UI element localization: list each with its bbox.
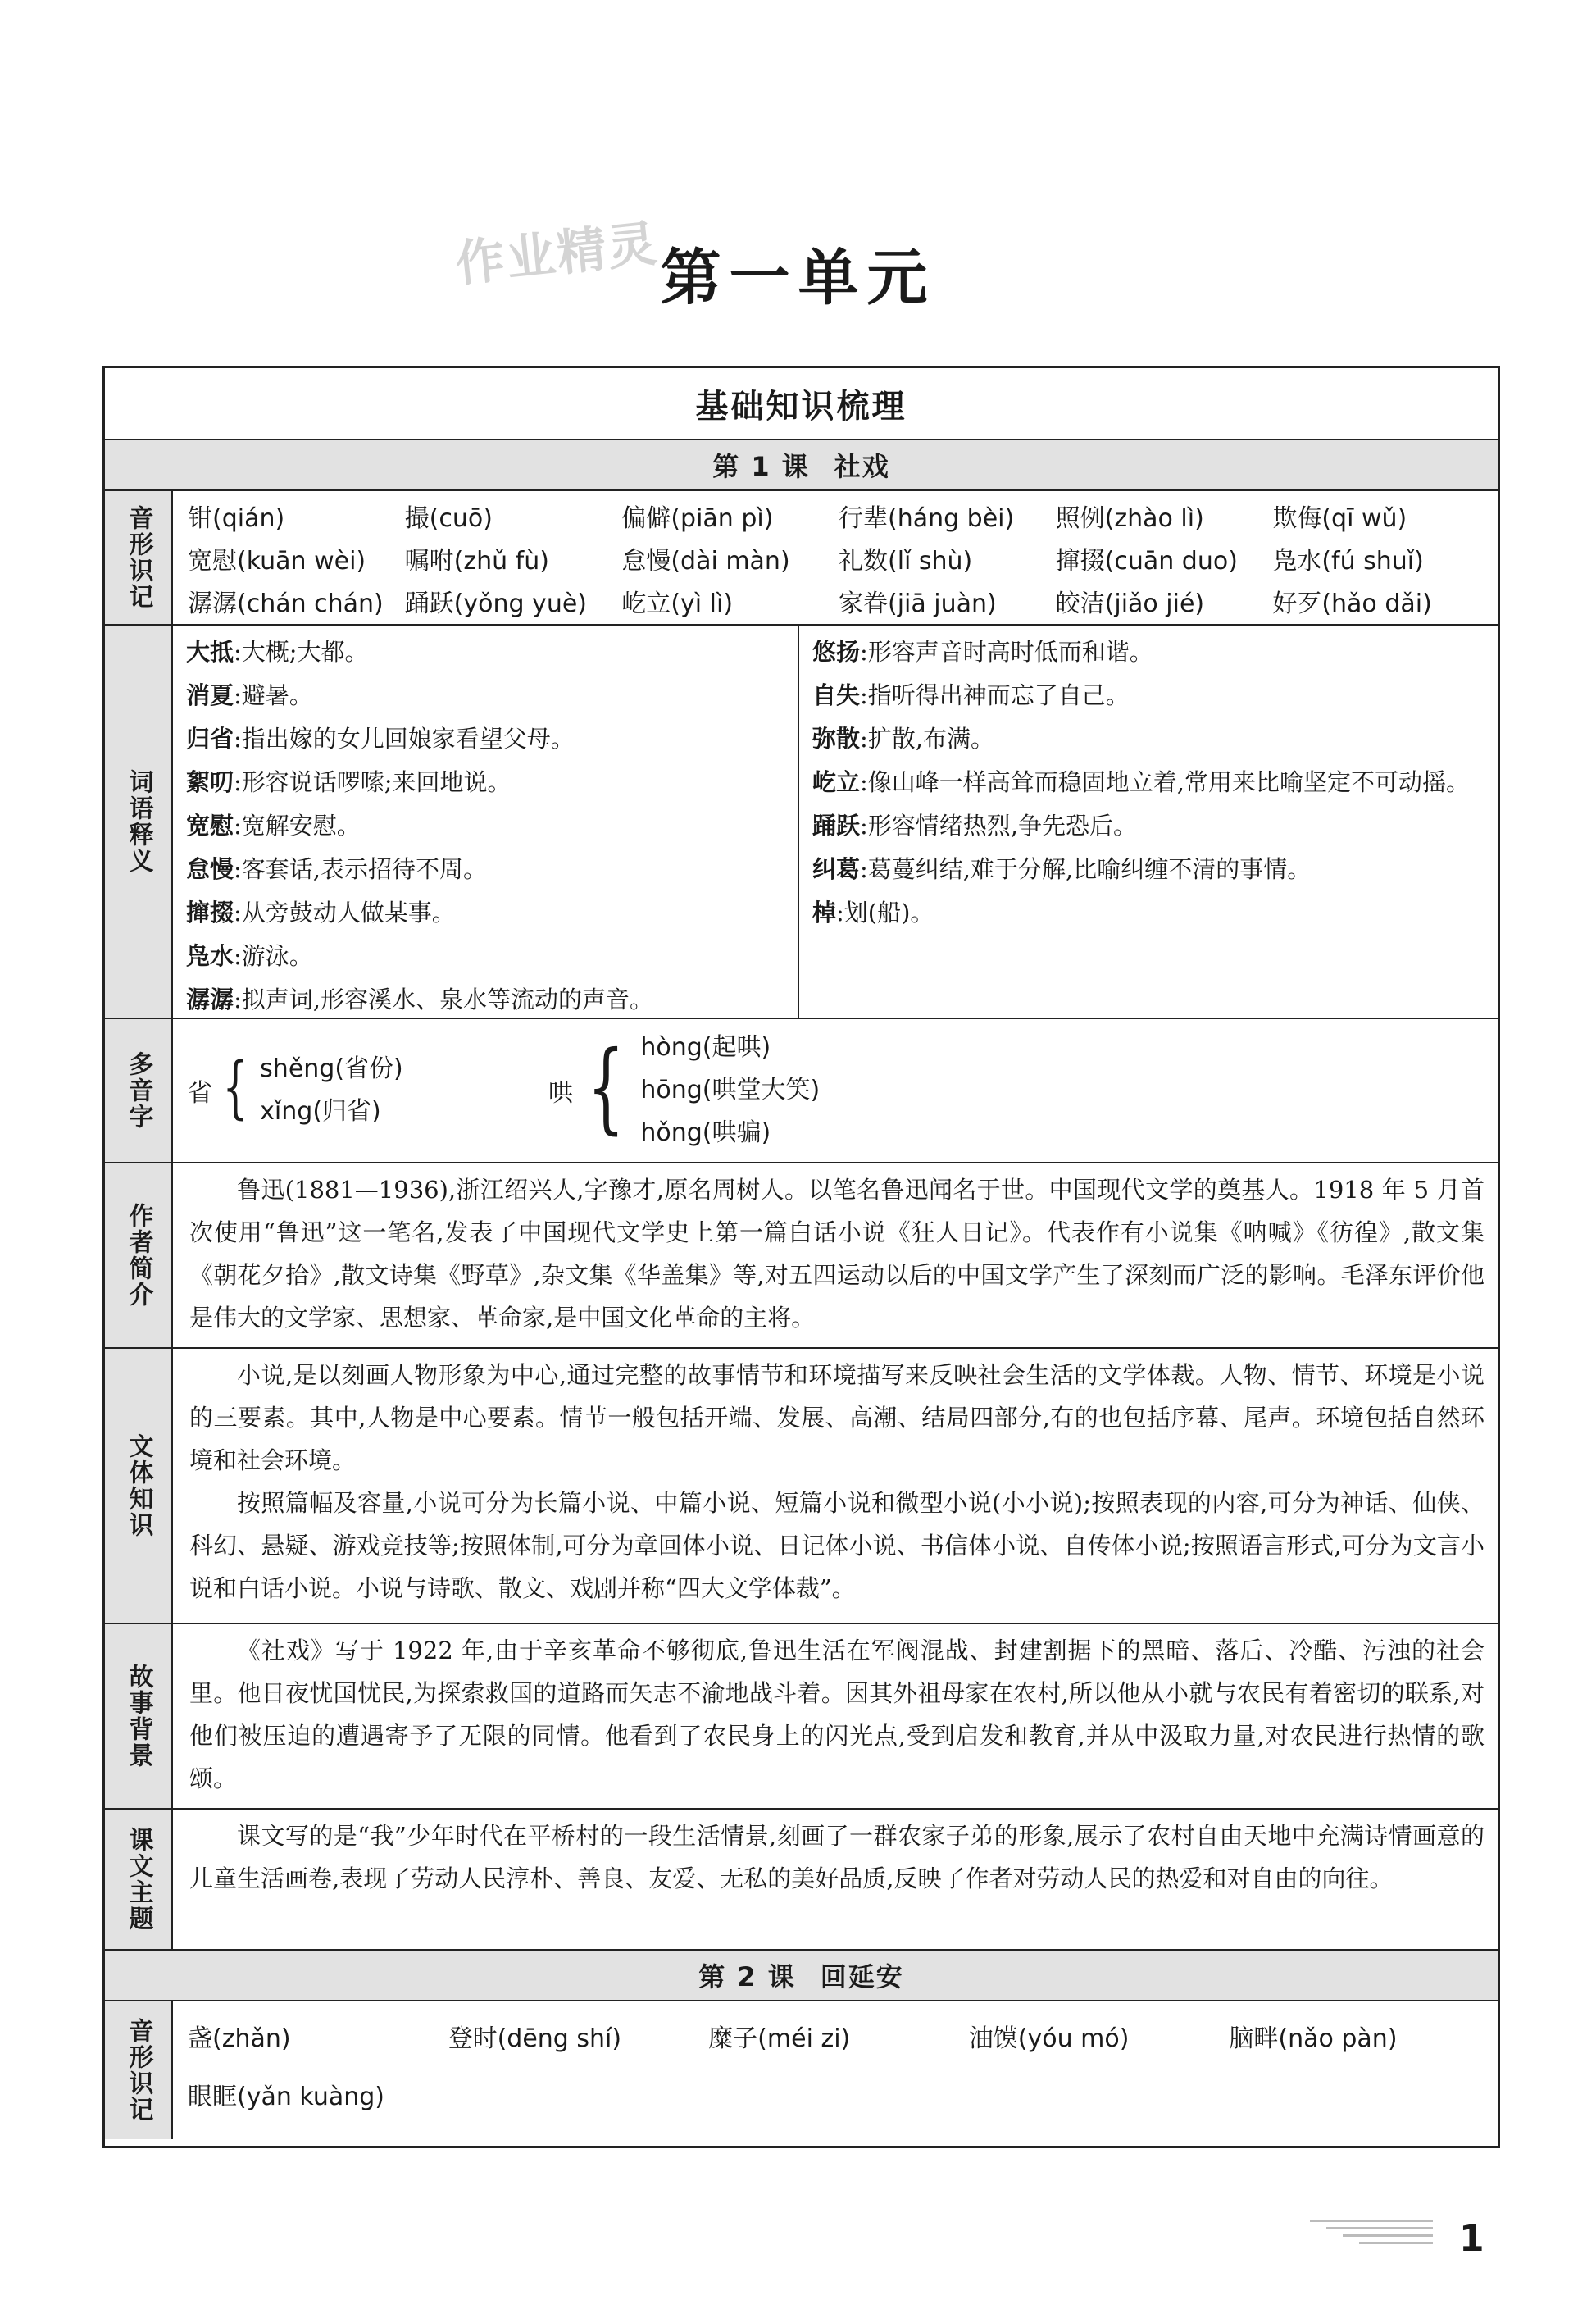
vocab-definition: :客套话,表示招待不周。 — [234, 855, 488, 883]
pinyin-grid — [173, 2001, 1498, 2139]
page-number: 1 — [1459, 2218, 1485, 2260]
row-label: 多音字 — [105, 1019, 173, 1162]
lesson-2-name: 回延安 — [820, 1961, 904, 1992]
vocab-term: 消夏 — [186, 681, 234, 709]
unit-title: 第一单元 — [660, 243, 936, 313]
polyphone-reading: shěng(省份) — [260, 1054, 403, 1083]
vocab-entry — [186, 631, 789, 674]
vocab-right-column — [799, 626, 1498, 1018]
vocab-definition: :游泳。 — [234, 942, 313, 970]
page-decoration — [1310, 2220, 1433, 2256]
vocab-entry — [812, 761, 1489, 804]
lesson-1-author-row — [105, 1163, 1498, 1349]
vocab-term: 凫水 — [186, 942, 234, 970]
polyphone-reading: hòng(起哄) — [640, 1033, 771, 1062]
vocab-entry — [186, 935, 789, 978]
vocab-entry — [186, 717, 789, 761]
vocab-definition: :葛蔓纠结,难于分解,比喻纠缠不清的事情。 — [860, 855, 1312, 883]
polyphone-group-2 — [548, 1027, 820, 1154]
row-label: 课文主题 — [105, 1810, 173, 1949]
polyphone-reading: xǐng(归省) — [260, 1097, 381, 1126]
pinyin-item: 钳(qián) — [188, 504, 285, 533]
pinyin-item: 怠慢(dài màn) — [621, 547, 790, 576]
section-title: 基础知识梳理 — [105, 368, 1498, 440]
lesson-1-header — [105, 440, 1498, 491]
lesson-2-number: 第 2 课 — [698, 1961, 796, 1992]
genre-knowledge — [173, 1349, 1498, 1623]
row-label: 音形识记 — [105, 2001, 173, 2139]
vocab-entry — [812, 891, 1489, 935]
vocab-term: 棹 — [812, 899, 837, 927]
story-background: 《社戏》写于 1922 年,由于辛亥革命不够彻底,鲁迅生活在军阀混战、封建割据下的黑暗、落后、冷酷、污浊的社会里。他日夜忧国忧民,为探索救国的道路而矢志不渝地战斗着。因其外祖母家在农村,所以他从小就与农民有着密切的联系,对他们被压迫的遭遇寄予了无限的同情。他看到了农民身上的闪光点,受到启发和教育,并从中汲取力量,对农民进行热情的歌颂。 — [189, 1637, 1485, 1792]
vocab-entry — [186, 804, 789, 848]
pinyin-item: 宽慰(kuān wèi) — [188, 547, 366, 576]
vocab-entry — [812, 848, 1489, 891]
vocab-definition: :拟声词,形容溪水、泉水等流动的声音。 — [234, 986, 654, 1013]
vocab-entry — [812, 631, 1489, 674]
vocab-term: 悠扬 — [812, 638, 861, 666]
vocab-term: 踊跃 — [812, 812, 861, 840]
row-label: 作者简介 — [105, 1163, 173, 1347]
vocab-definition: :形容声音时高时低而和谐。 — [860, 638, 1153, 666]
lesson-2-header — [105, 1951, 1498, 2001]
pinyin-item: 潺潺(chán chán) — [188, 590, 384, 618]
pinyin-item: 撺掇(cuān duo) — [1055, 547, 1238, 576]
vocab-entry — [186, 978, 789, 1022]
pinyin-item: 撮(cuō) — [404, 504, 493, 533]
author-bio: 鲁迅(1881—1936),浙江绍兴人,字豫才,原名周树人。以笔名鲁迅闻名于世。中国现代文学的奠基人。1918 年 5 月首次使用“鲁迅”这一笔名,发表了中国现代文学史上第一篇白话小说《狂人日记》。代表作有小说集《呐喊》《彷徨》,散文集《朝花夕拾》,散文诗集《野草》,杂文集《华盖集》等,对五四运动以后的中国文学产生了深刻而广泛的影响。毛泽东评价他是伟大的文学家、思想家、革命家,是中国文化革命的主将。 — [189, 1176, 1485, 1332]
vocab-term: 絮叨 — [186, 768, 234, 796]
polyphone-group-1 — [188, 1048, 548, 1133]
vocab-definition: :指听得出神而忘了自己。 — [860, 681, 1130, 709]
vocab-columns — [173, 626, 1498, 1018]
brace-symbol: { — [222, 1049, 248, 1127]
vocab-definition: :避暑。 — [234, 681, 313, 709]
pinyin-item: 糜子(méi zi) — [708, 2024, 851, 2053]
vocab-term: 怠慢 — [186, 855, 234, 883]
vocab-definition: :划(船)。 — [836, 899, 934, 927]
polyphone-reading: hǒng(哄骗) — [640, 1118, 771, 1147]
pinyin-item: 行辈(háng bèi) — [838, 504, 1015, 533]
pinyin-item: 屹立(yì lì) — [621, 590, 734, 618]
pinyin-item: 皎洁(jiǎo jié) — [1055, 590, 1205, 618]
vocab-definition: :大概;大都。 — [234, 638, 369, 666]
vocab-definition: :宽解安慰。 — [234, 812, 361, 840]
vocab-entry — [812, 804, 1489, 848]
vocab-entry — [186, 674, 789, 717]
lesson-1-background-row — [105, 1624, 1498, 1810]
genre-paragraph: 小说,是以刻画人物形象为中心,通过完整的故事情节和环境描写来反映社会生活的文学体裁。人物、情节、环境是小说的三要素。其中,人物是中心要素。情节一般包括开端、发展、高潮、结局四部分,有的也包括序幕、尾声。环境包括自然环境和社会环境。 — [189, 1361, 1485, 1474]
pinyin-item: 登时(dēng shí) — [448, 2024, 622, 2053]
pinyin-item: 好歹(hǎo dǎi) — [1272, 590, 1432, 618]
row-label: 文体知识 — [105, 1349, 173, 1623]
polyphone-readings — [260, 1048, 403, 1133]
vocab-term: 宽慰 — [186, 812, 234, 840]
lesson-1-number: 第 1 课 — [712, 451, 810, 482]
vocab-entry — [186, 848, 789, 891]
vocab-entry — [186, 891, 789, 935]
vocab-term: 撺掇 — [186, 899, 234, 927]
vocab-term: 自失 — [812, 681, 861, 709]
vocab-definition: :扩散,布满。 — [860, 725, 995, 753]
pinyin-item: 嘱咐(zhǔ fù) — [404, 547, 549, 576]
vocab-term: 大抵 — [186, 638, 234, 666]
lesson-2-pinyin-row — [105, 2001, 1498, 2139]
lesson-1-theme-row — [105, 1810, 1498, 1951]
pinyin-item: 眼眶(yǎn kuàng) — [188, 2083, 384, 2111]
lesson-1-pinyin-row — [105, 491, 1498, 626]
pinyin-item: 家眷(jiā juàn) — [838, 590, 997, 618]
pinyin-item: 踊跃(yǒng yuè) — [404, 590, 587, 618]
polyphone-char: 省 — [188, 1079, 212, 1108]
vocab-term: 归省 — [186, 725, 234, 753]
lesson-1-polyphone-row — [105, 1019, 1498, 1163]
polyphone-content — [173, 1019, 1498, 1162]
vocab-entry — [186, 761, 789, 804]
pinyin-grid — [173, 491, 1498, 624]
lesson-theme: 课文写的是“我”少年时代在平桥村的一段生活情景,刻画了一群农家子弟的形象,展示了农村自由天地中充满诗情画意的儿童生活画卷,表现了劳动人民淳朴、善良、友爱、无私的美好品质,反映了作者对劳动人民的热爱和对自由的向往。 — [189, 1822, 1485, 1892]
pinyin-item: 礼数(lǐ shù) — [838, 547, 973, 576]
pinyin-item: 照例(zhào lì) — [1055, 504, 1204, 533]
vocab-definition: :形容说话啰嗦;来回地说。 — [234, 768, 512, 796]
pinyin-item: 偏僻(piān pì) — [621, 504, 774, 533]
row-label: 音形识记 — [105, 491, 173, 624]
lesson-1-name: 社戏 — [834, 451, 890, 482]
vocab-entry — [812, 674, 1489, 717]
row-label: 词语释义 — [105, 626, 173, 1018]
row-label: 故事背景 — [105, 1624, 173, 1808]
vocab-definition: :指出嫁的女儿回娘家看望父母。 — [234, 725, 575, 753]
polyphone-char: 哄 — [548, 1079, 573, 1108]
knowledge-table — [102, 366, 1500, 2148]
polyphone-reading: hōng(哄堂大笑) — [640, 1076, 821, 1104]
pinyin-item: 凫水(fú shuǐ) — [1272, 547, 1424, 576]
lesson-1-vocab-row — [105, 626, 1498, 1019]
vocab-term: 潺潺 — [186, 986, 234, 1013]
vocab-definition: :形容情绪热烈,争先恐后。 — [860, 812, 1138, 840]
pinyin-item: 脑畔(nǎo pàn) — [1229, 2024, 1398, 2053]
pinyin-item: 盏(zhǎn) — [188, 2024, 291, 2053]
polyphone-readings — [640, 1027, 820, 1154]
genre-paragraph: 按照篇幅及容量,小说可分为长篇小说、中篇小说、短篇小说和微型小说(小小说);按照表现的内容,可分为神话、仙侠、科幻、悬疑、游戏竞技等;按照体制,可分为章回体小说、日记体小说、书信体小说、自传体小说;按照语言形式,可分为文言小说和白话小说。小说与诗歌、散文、戏剧并称“四大文学体裁”。 — [189, 1489, 1485, 1602]
lesson-1-genre-row — [105, 1349, 1498, 1624]
watermark: 作业精灵 — [452, 215, 662, 294]
vocab-left-column — [173, 626, 799, 1018]
vocab-term: 屹立 — [812, 768, 861, 796]
vocab-entry — [812, 717, 1489, 761]
pinyin-item: 油馍(yóu mó) — [968, 2024, 1130, 2053]
vocab-term: 纠葛 — [812, 855, 861, 883]
vocab-term: 弥散 — [812, 725, 861, 753]
brace-symbol: { — [587, 1031, 625, 1145]
vocab-definition: :像山峰一样高耸而稳固地立着,常用来比喻坚定不可动摇。 — [860, 768, 1471, 796]
pinyin-item: 欺侮(qī wǔ) — [1272, 504, 1407, 533]
vocab-definition: :从旁鼓动人做某事。 — [234, 899, 456, 927]
